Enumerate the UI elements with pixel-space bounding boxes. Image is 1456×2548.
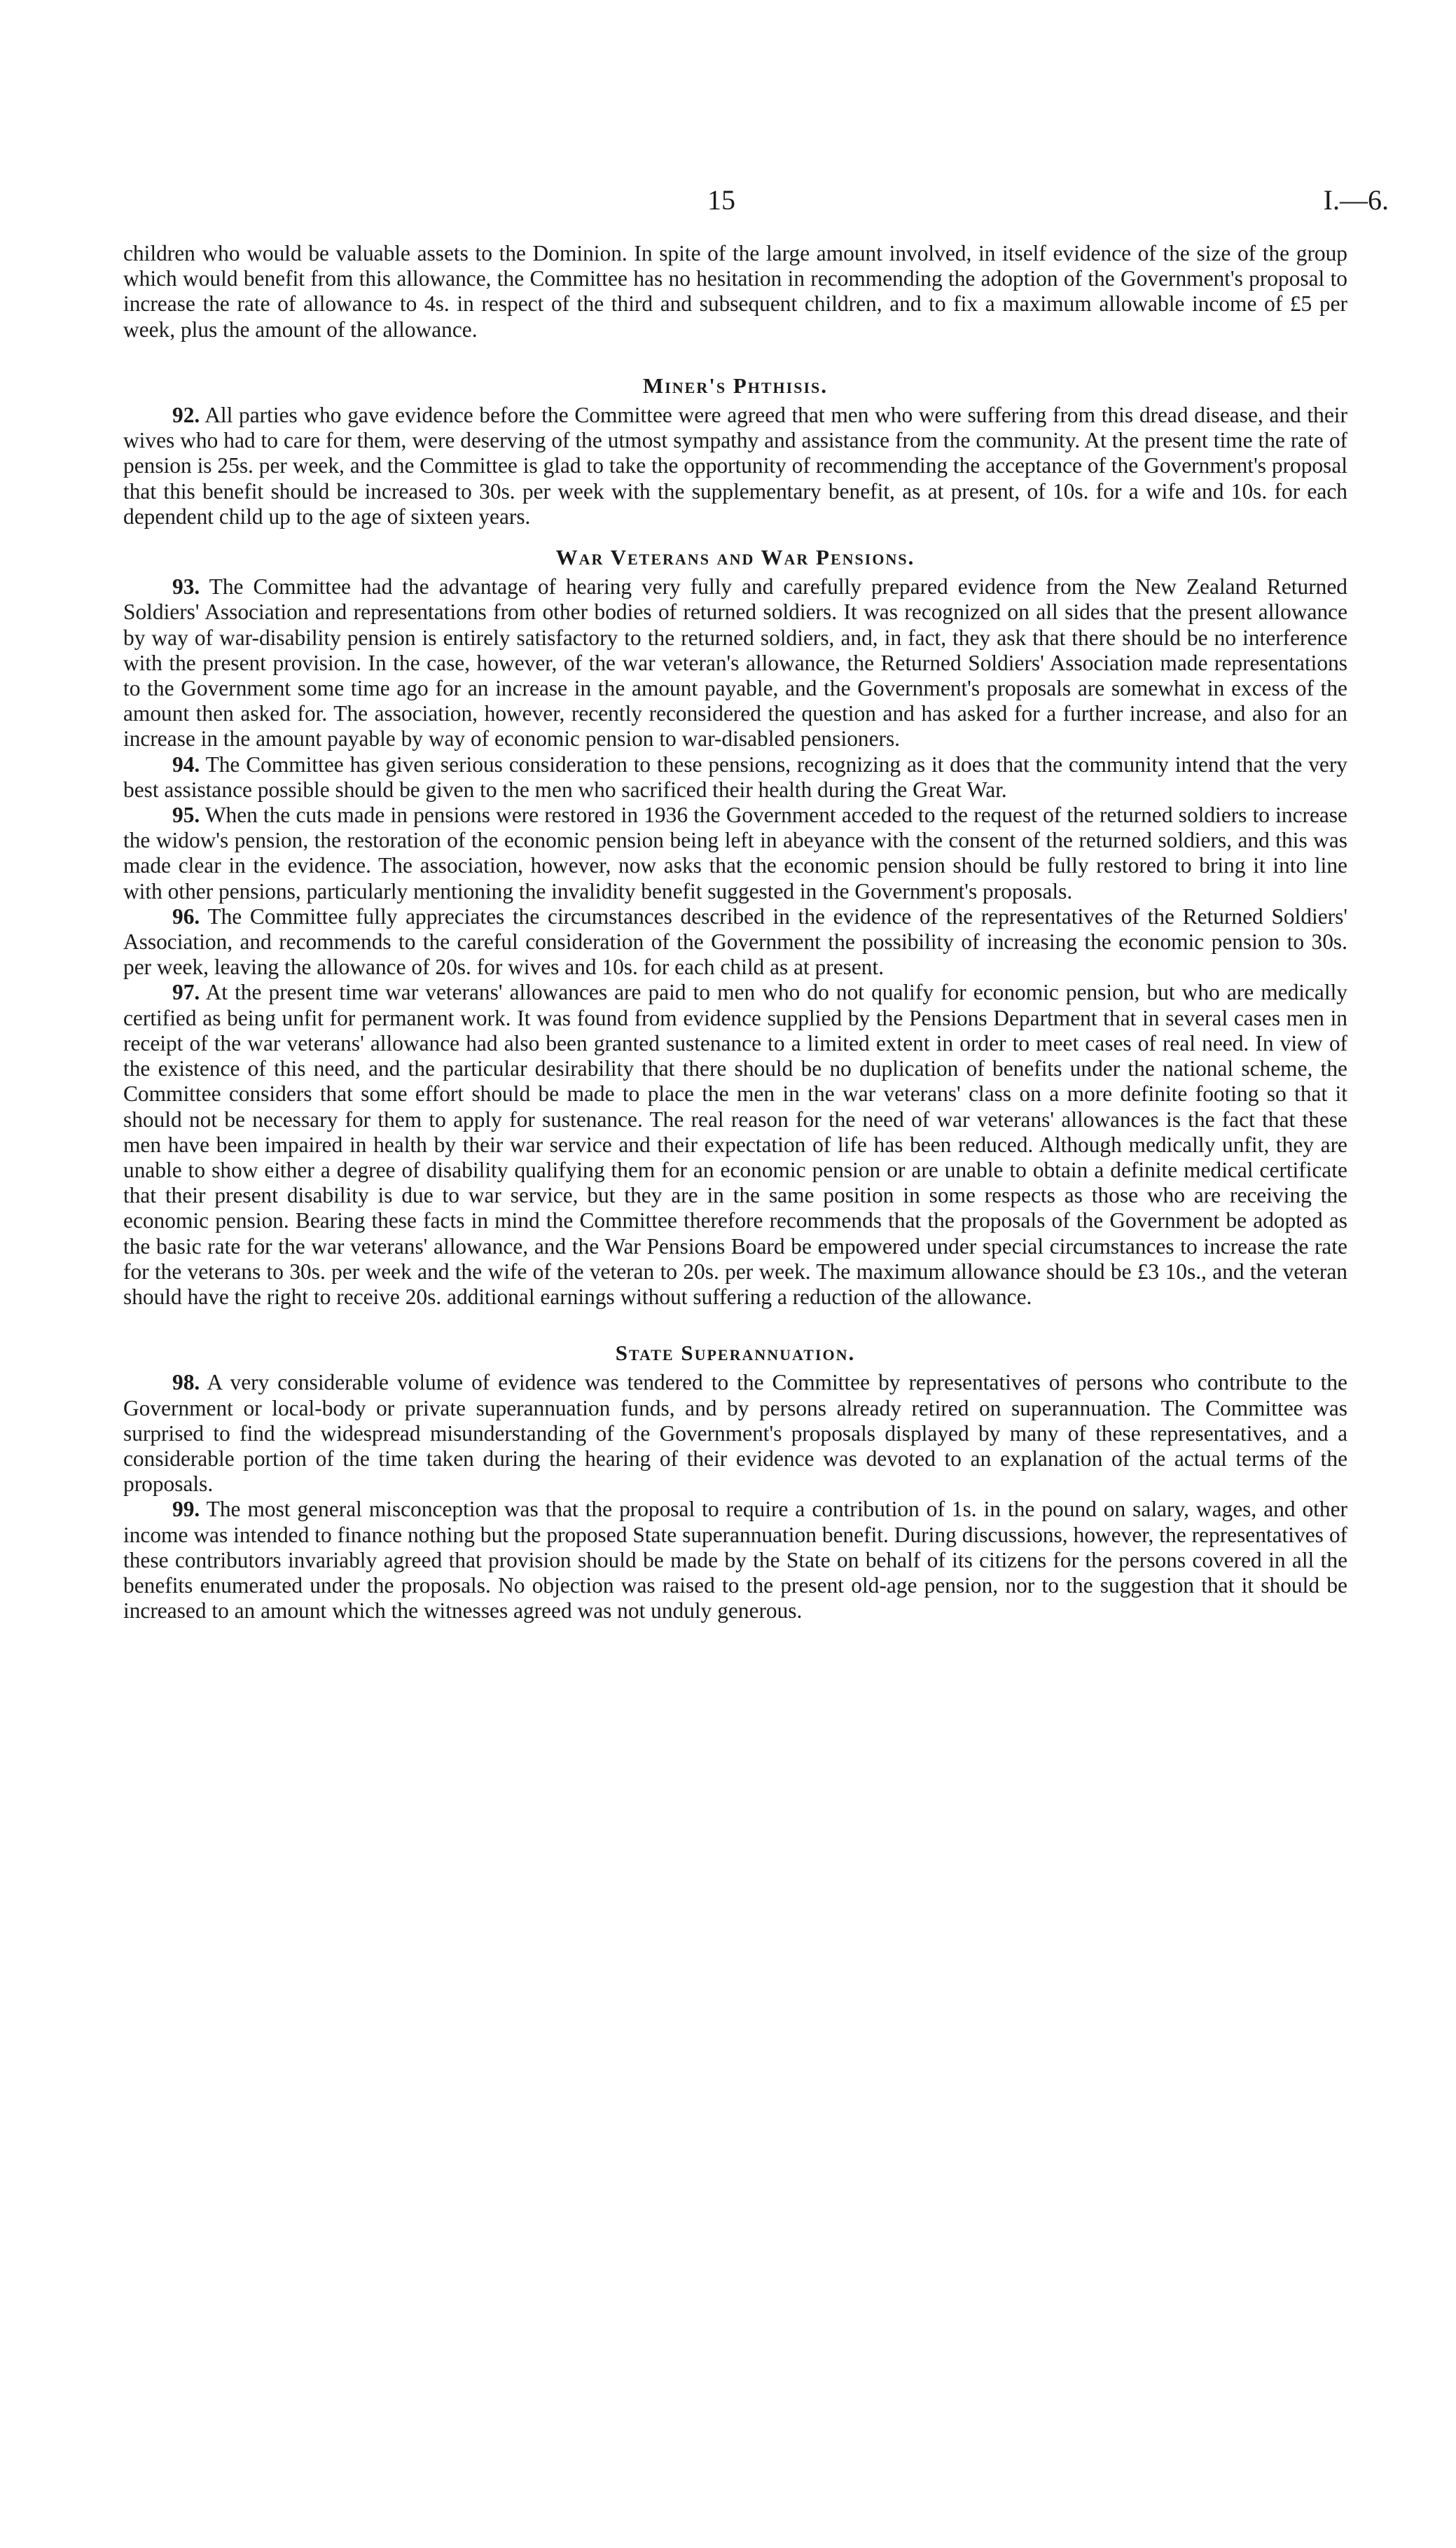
paragraph-text: The Committee fully appreciates the circumstances described in the evidence of the representatives of the Returned Soldiers' Association, and recommends to the careful consideration of the Government the possibility of increasing the economic pension to 30s. per week, leaving the allowance of 20s. for wives and 10s. for each child as at present.	[123, 903, 1347, 980]
document-reference: I.—6.	[1323, 184, 1389, 216]
paragraph-number: 97.	[172, 980, 200, 1005]
page-header	[0, 184, 1456, 226]
paragraph-number: 98.	[172, 1370, 200, 1395]
paragraph-text: At the present time war veterans' allowances are paid to men who do not qualify for economic pension, but who are medically certified as being unfit for permanent work. It was found from evidence supplied by the Pensions Department that in several cases men in receipt of the war veterans' allowance had also been granted sustenance to a limited extent in order to meet cases of real need. In view of the existence of this need, and the particular desirability that there should be no duplication of benefits under the national scheme, the Committee considers that some effort should be made to place the men in the war veterans' class on a more definite footing so that it should not be necessary for them to apply for sustenance. The real reason for the need of war veterans' allowances is the fact that these men have been impaired in health by their war service and their expectation of life has been reduced. Although medically unfit, they are unable to show either a degree of disability qualifying them for an economic pension or are unable to obtain a definite medical certificate that their present disability is due to war service, but they are in the same position in some respects as those who are receiving the economic pension. Bearing these facts in mind the Committee therefore recommends that the proposals of the Government be adopted as the basic rate for the war veterans' allowance, and the War Pensions Board be empowered under special circumstances to increase the rate for the veterans to 30s. per week and the wife of the veteran to 20s. per week. The maximum allowance should be £3 10s., and the veteran should have the right to receive 20s. additional earnings without suffering a reduction of the allowance.	[123, 980, 1347, 1309]
paragraph-98	[123, 1370, 1347, 1497]
paragraph-93	[123, 574, 1347, 752]
paragraph-text: A very considerable volume of evidence was tendered to the Committee by representatives of persons who contribute to the Government or local-body or private superannuation funds, and by persons already retired on superannuation. The Committee was surprised to find the widespread misunderstanding of the Government's proposals displayed by many of these representatives, and a considerable portion of the time taken during the hearing of their evidence was devoted to an explanation of the actual terms of the proposals.	[123, 1370, 1347, 1497]
paragraph-text: The Committee had the advantage of hearing very fully and carefully prepared evidence from the New Zealand Returned Soldiers' Association and representations from other bodies of returned soldiers. It was recognized on all sides that the present allowance by way of war-disability pension is entirely satisfactory to the returned soldiers, and, in fact, they ask that there should be no interference with the present provision. In the case, however, of the war veteran's allowance, the Returned Soldiers' Association made representations to the Government some time ago for an increase in the amount payable, and the Government's proposals are somewhat in excess of the amount then asked for. The association, however, recently reconsidered the question and has asked for a further increase, and also for an increase in the amount payable by way of economic pension to war-disabled pensioners.	[123, 574, 1347, 752]
paragraph-94	[123, 752, 1347, 803]
paragraph-96	[123, 904, 1347, 981]
body-text	[123, 241, 1347, 1623]
paragraph-92	[123, 403, 1347, 529]
paragraph-number: 95.	[172, 803, 200, 828]
section-heading-miners-phthisis: Miner's Phthisis.	[642, 373, 828, 398]
paragraph-99	[123, 1497, 1347, 1623]
paragraph-number: 99.	[172, 1497, 200, 1522]
paragraph-number: 92.	[172, 403, 200, 428]
section-heading-state-superannuation: State Superannuation.	[615, 1341, 856, 1366]
section-heading-war-veterans: War Veterans and War Pensions.	[555, 545, 915, 570]
paragraph-text: The most general misconception was that the proposal to require a contribution of 1s. in the pound on salary, wages, and other income was intended to finance nothing but the proposed State superannuation benefit. During discussions, however, the representatives of these contributors invariably agreed that provision should be made by the State on behalf of its citizens for the persons covered in all the benefits enumerated under the proposals. No objection was raised to the present old-age pension, nor to the suggestion that it should be increased to an amount which the witnesses agreed was not unduly generous.	[123, 1497, 1347, 1623]
paragraph-number: 93.	[172, 574, 200, 600]
paragraph-text: All parties who gave evidence before the Committee were agreed that men who were suffering from this dread disease, and their wives who had to care for them, were deserving of the utmost sympathy and assistance from the community. At the present time the rate of pension is 25s. per week, and the Committee is glad to take the opportunity of recommending the acceptance of the Government's proposal that this benefit should be increased to 30s. per week with the supplementary benefit, as at present, of 10s. for a wife and 10s. for each dependent child up to the age of sixteen years.	[123, 403, 1347, 529]
paragraph-95	[123, 803, 1347, 904]
paragraph-number: 94.	[172, 752, 200, 777]
paragraph-97	[123, 980, 1347, 1310]
opening-paragraph: children who would be valuable assets to the Dominion. In spite of the large amount involved, in itself evidence of the size of the group which would benefit from this allowance, the Committee has no hesitation in recommending the adoption of the Government's proposal to increase the rate of allowance to 4s. in respect of the third and subsequent children, and to fix a maximum allowable income of £5 per week, plus the amount of the allowance.	[123, 241, 1347, 342]
paragraph-number: 96.	[172, 903, 200, 929]
paragraph-text: When the cuts made in pensions were restored in 1936 the Government acceded to the request of the returned soldiers to increase the widow's pension, the restoration of the economic pension being left in abeyance with the consent of the returned soldiers, and this was made clear in the evidence. The association, however, now asks that the economic pension should be fully restored to bring it into line with other pensions, particularly mentioning the invalidity benefit suggested in the Government's proposals.	[123, 803, 1347, 903]
page-number: 15	[707, 184, 735, 216]
paragraph-text: The Committee has given serious consideration to these pensions, recognizing as it does that the community intend that the very best assistance possible should be given to the men who sacrificed their health during the Great War.	[123, 752, 1348, 802]
